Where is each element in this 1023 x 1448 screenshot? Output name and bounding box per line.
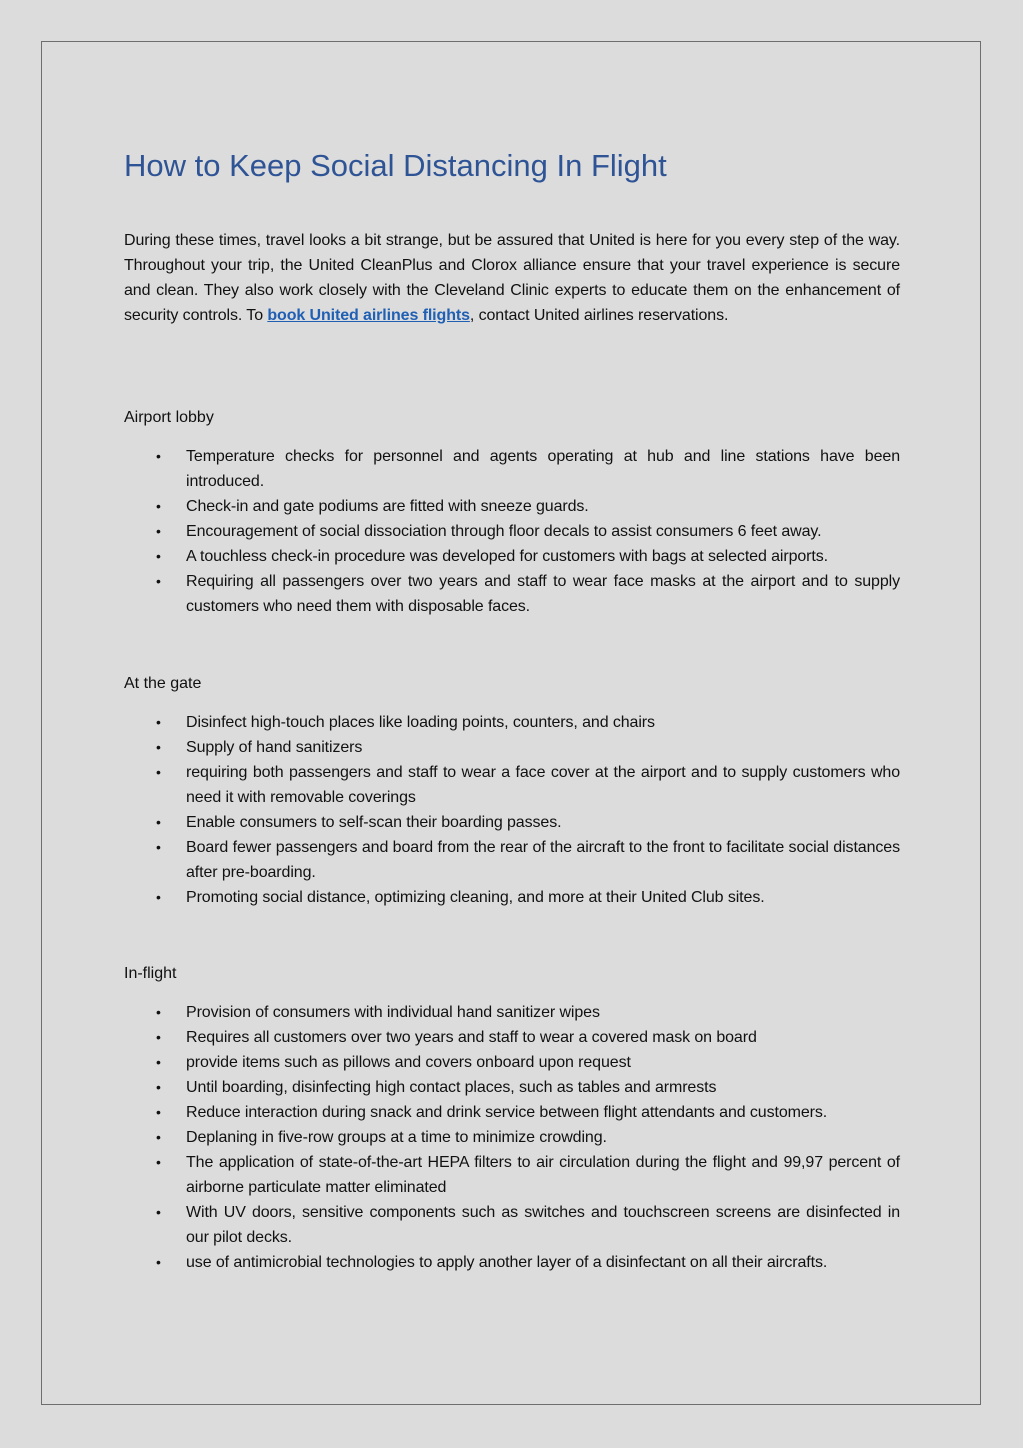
bullet-icon: •: [156, 498, 161, 514]
bullet-icon: •: [156, 739, 161, 755]
document-page: [41, 41, 981, 1405]
list-item: • Check-in and gate podiums are fitted with sneeze guards.: [124, 494, 900, 519]
bullet-icon: •: [156, 1079, 161, 1095]
bullet-icon: •: [156, 573, 161, 589]
bullet-list-in-flight: [124, 1000, 900, 1275]
list-item: • Supply of hand sanitizers: [124, 735, 900, 760]
bullet-icon: •: [156, 1204, 161, 1220]
section-heading-airport-lobby: Airport lobby: [124, 409, 214, 426]
bullet-icon: •: [156, 548, 161, 564]
intro-text: During these times, travel looks a bit strange, but be assured that United is here for you every step of the way. Throughout your trip, the United CleanPlus and Clorox alliance ensure that your travel experience is secure and clean. They also work closely with the Cleveland Clinic experts to educate them on the enhancement of security controls. To: [124, 232, 900, 324]
list-item: • Reduce interaction during snack and drink service between flight attendants and customers.: [124, 1100, 900, 1125]
document-title: How to Keep Social Distancing In Flight: [124, 148, 667, 183]
bullet-list-at-the-gate: [124, 710, 900, 910]
bullet-icon: •: [156, 523, 161, 539]
bullet-icon: •: [156, 764, 161, 780]
bullet-icon: •: [156, 1129, 161, 1145]
list-item: • Temperature checks for personnel and agents operating at hub and line stations have been introduced.: [124, 444, 900, 494]
list-item: • A touchless check-in procedure was developed for customers with bags at selected airports.: [124, 544, 900, 569]
list-item: • Requiring all passengers over two years and staff to wear face masks at the airport and to supply customers who need them with disposable faces.: [124, 569, 900, 619]
list-item: • Requires all customers over two years and staff to wear a covered mask on board: [124, 1025, 900, 1050]
bullet-icon: •: [156, 1104, 161, 1120]
bullet-icon: •: [156, 839, 161, 855]
list-item: • Enable consumers to self-scan their boarding passes.: [124, 810, 900, 835]
bullet-icon: •: [156, 889, 161, 905]
bullet-icon: •: [156, 1254, 161, 1270]
bullet-icon: •: [156, 1004, 161, 1020]
list-item: • Promoting social distance, optimizing cleaning, and more at their United Club sites.: [124, 885, 900, 910]
section-heading-in-flight: In-flight: [124, 965, 177, 982]
list-item: • Board fewer passengers and board from the rear of the aircraft to the front to facilitate social distances after pre-boarding.: [124, 835, 900, 885]
list-item: • provide items such as pillows and covers onboard upon request: [124, 1050, 900, 1075]
list-item: • Encouragement of social dissociation through floor decals to assist consumers 6 feet away.: [124, 519, 900, 544]
section-heading-at-the-gate: At the gate: [124, 675, 202, 692]
list-item: • Deplaning in five-row groups at a time to minimize crowding.: [124, 1125, 900, 1150]
bullet-icon: •: [156, 1154, 161, 1170]
book-flights-link[interactable]: book United airlines flights: [267, 307, 470, 324]
list-item: • Until boarding, disinfecting high contact places, such as tables and armrests: [124, 1075, 900, 1100]
intro-text-end: , contact United airlines reservations.: [469, 307, 729, 324]
bullet-list-airport-lobby: [124, 444, 900, 619]
list-item: • Provision of consumers with individual hand sanitizer wipes: [124, 1000, 900, 1025]
list-item: • use of antimicrobial technologies to apply another layer of a disinfectant on all their aircrafts.: [124, 1250, 900, 1275]
bullet-icon: •: [156, 1029, 161, 1045]
bullet-icon: •: [156, 448, 161, 464]
bullet-icon: •: [156, 714, 161, 730]
list-item: • Disinfect high-touch places like loading points, counters, and chairs: [124, 710, 900, 735]
bullet-icon: •: [156, 1054, 161, 1070]
list-item: • requiring both passengers and staff to wear a face cover at the airport and to supply customers who need it with removable coverings: [124, 760, 900, 810]
intro-paragraph: [124, 228, 900, 328]
list-item: • The application of state-of-the-art HEPA filters to air circulation during the flight and 99,97 percent of airborne particulate matter eliminated: [124, 1150, 900, 1200]
list-item: • With UV doors, sensitive components such as switches and touchscreen screens are disinfected in our pilot decks.: [124, 1200, 900, 1250]
bullet-icon: •: [156, 814, 161, 830]
